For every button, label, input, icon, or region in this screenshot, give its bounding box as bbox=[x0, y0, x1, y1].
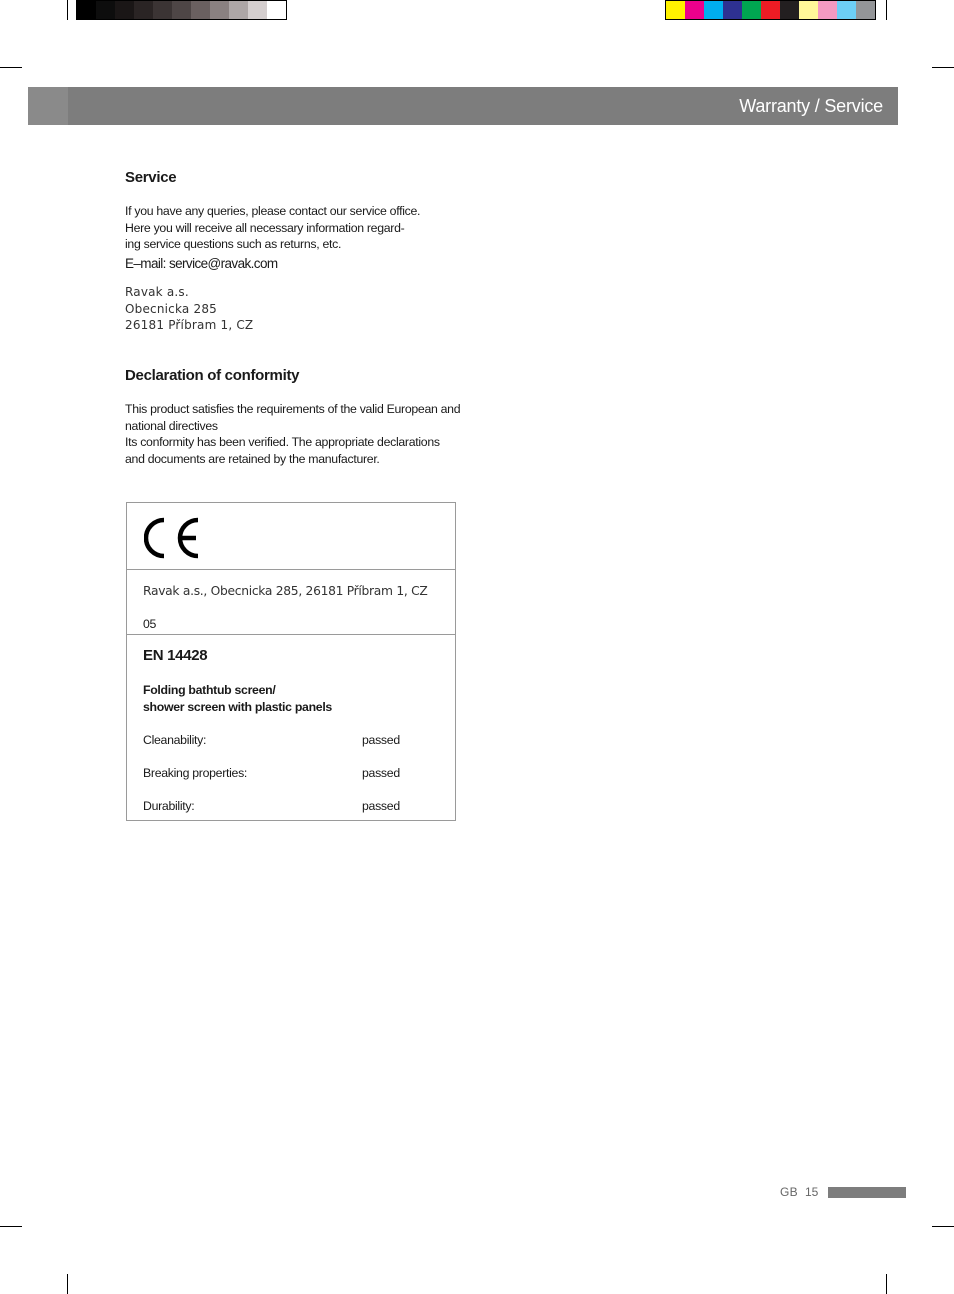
crop-mark bbox=[67, 0, 68, 20]
crop-mark bbox=[67, 1274, 68, 1294]
color-swatch bbox=[742, 1, 761, 19]
color-swatch bbox=[172, 1, 191, 19]
color-swatch bbox=[134, 1, 153, 19]
test-result: passed bbox=[362, 766, 400, 780]
ce-mark-icon bbox=[144, 517, 200, 559]
color-swatch bbox=[723, 1, 742, 19]
address-line: Obecnicka 285 bbox=[125, 302, 217, 316]
service-heading: Service bbox=[125, 169, 177, 186]
test-label: Cleanability: bbox=[143, 733, 207, 747]
address-line: Ravak a.s. bbox=[125, 285, 189, 299]
header-tab bbox=[28, 87, 68, 125]
crop-mark bbox=[886, 1274, 887, 1294]
color-swatch bbox=[115, 1, 134, 19]
test-result: passed bbox=[362, 733, 400, 747]
service-email[interactable]: E–mail: service@ravak.com bbox=[125, 256, 278, 271]
crop-mark bbox=[932, 1226, 954, 1227]
color-swatch bbox=[818, 1, 837, 19]
test-label: Breaking properties: bbox=[143, 766, 248, 780]
color-swatch bbox=[704, 1, 723, 19]
crop-mark bbox=[932, 67, 954, 68]
color-swatch bbox=[780, 1, 799, 19]
declaration-heading: Declaration of conformity bbox=[125, 367, 300, 384]
footer-language: GB bbox=[780, 1185, 798, 1199]
footer-bar bbox=[828, 1187, 906, 1198]
color-swatch bbox=[267, 1, 286, 19]
grayscale-color-bar bbox=[76, 0, 287, 20]
service-text: If you have any queries, please contact our service office. Here you will receive all necessary information regard- ing service questions such as returns, etc. bbox=[125, 204, 421, 251]
page-number: 15 bbox=[805, 1185, 819, 1199]
color-swatch bbox=[856, 1, 875, 19]
process-color-bar bbox=[665, 0, 876, 20]
test-result: passed bbox=[362, 799, 400, 813]
color-swatch bbox=[153, 1, 172, 19]
test-label: Durability: bbox=[143, 799, 195, 813]
ce-divider bbox=[127, 634, 455, 635]
ce-year: 05 bbox=[143, 617, 157, 631]
color-swatch bbox=[248, 1, 267, 19]
declaration-text: This product satisfies the requirements of the valid European and national directives Its conformity has been verified. The appropriate declarations and documents are retained by the manufacturer. bbox=[125, 402, 461, 466]
ce-marking-box bbox=[126, 502, 456, 821]
ce-standard: EN 14428 bbox=[143, 647, 208, 664]
crop-mark bbox=[0, 1226, 22, 1227]
color-swatch bbox=[761, 1, 780, 19]
color-swatch bbox=[837, 1, 856, 19]
color-swatch bbox=[210, 1, 229, 19]
ce-divider bbox=[127, 569, 455, 570]
crop-mark bbox=[886, 0, 887, 20]
color-swatch bbox=[229, 1, 248, 19]
color-swatch bbox=[77, 1, 96, 19]
color-swatch bbox=[96, 1, 115, 19]
page-title: Warranty / Service bbox=[739, 96, 883, 116]
ce-product: Folding bathtub screen/ shower screen with plastic panels bbox=[143, 683, 332, 714]
color-swatch bbox=[191, 1, 210, 19]
address-line: 26181 Příbram 1, CZ bbox=[125, 318, 254, 332]
ce-address: Ravak a.s., Obecnicka 285, 26181 Příbram 1, CZ bbox=[143, 584, 428, 598]
color-swatch bbox=[685, 1, 704, 19]
color-swatch bbox=[666, 1, 685, 19]
crop-mark bbox=[0, 67, 22, 68]
color-swatch bbox=[799, 1, 818, 19]
